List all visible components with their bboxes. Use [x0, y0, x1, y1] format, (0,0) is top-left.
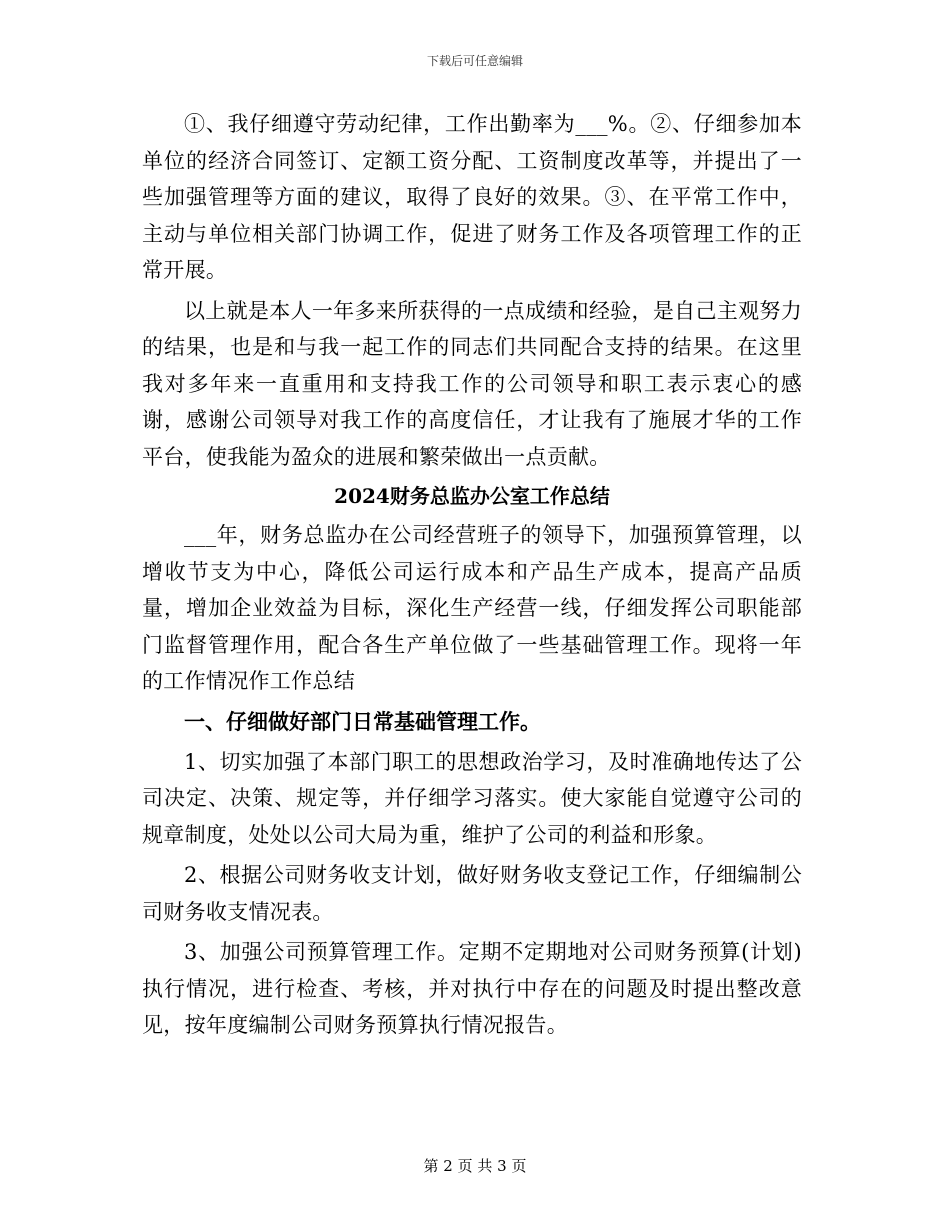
document-title: 2024财务总监办公室工作总结 — [334, 484, 610, 508]
list-item-3: 3、加强公司预算管理工作。定期不定期地对公司财务预算(计划)执行情况，进行检查、考核，并对执行中存在的问题及时提出整改意见，按年度编制公司财务预算执行情况报告。 — [142, 940, 802, 1037]
list-item-2: 2、根据公司财务收支计划，做好财务收支登记工作，仔细编制公司财务收支情况表。 — [142, 863, 802, 924]
page-number: 第 2 页 共 3 页 — [423, 1157, 527, 1175]
paragraph-intro: ___年，财务总监办在公司经营班子的领导下，加强预算管理，以增收节支为中心，降低公司运行成本和产品生产成本，提高产品质量，增加企业效益为目标，深化生产经营一线，仔细发挥公司职能部门监督管理作用，配合各生产单位做了一些基础管理工作。现将一年的工作情况作工作总结 — [142, 523, 802, 693]
paragraph-attendance: ①、我仔细遵守劳动纪律，工作出勤率为___%。②、仔细参加本单位的经济合同签订、定额工资分配、工资制度改革等，并提出了一些加强管理等方面的建议，取得了良好的效果。③、在平常工作中，主动与单位相关部门协调工作，促进了财务工作及各项管理工作的正常开展。 — [142, 112, 802, 282]
document-body — [142, 106, 802, 1048]
page-header-note: 下载后可任意编辑 — [426, 54, 523, 68]
section-heading-1: 一、仔细做好部门日常基础管理工作。 — [184, 708, 541, 734]
list-item-1: 1、切实加强了本部门职工的思想政治学习，及时准确地传达了公司决定、决策、规定等，并仔细学习落实。使大家能自觉遵守公司的规章制度，处处以公司大局为重，维护了公司的利益和形象。 — [142, 749, 802, 847]
paragraph-thanks: 以上就是本人一年多来所获得的一点成绩和经验，是自己主观努力的结果，也是和与我一起工作的同志们共同配合支持的结果。在这里我对多年来一直重用和支持我工作的公司领导和职工表示衷心的感谢，感谢公司领导对我工作的高度信任，才让我有了施展才华的工作平台，使我能为盈众的进展和繁荣做出一点贡献。 — [142, 298, 802, 469]
